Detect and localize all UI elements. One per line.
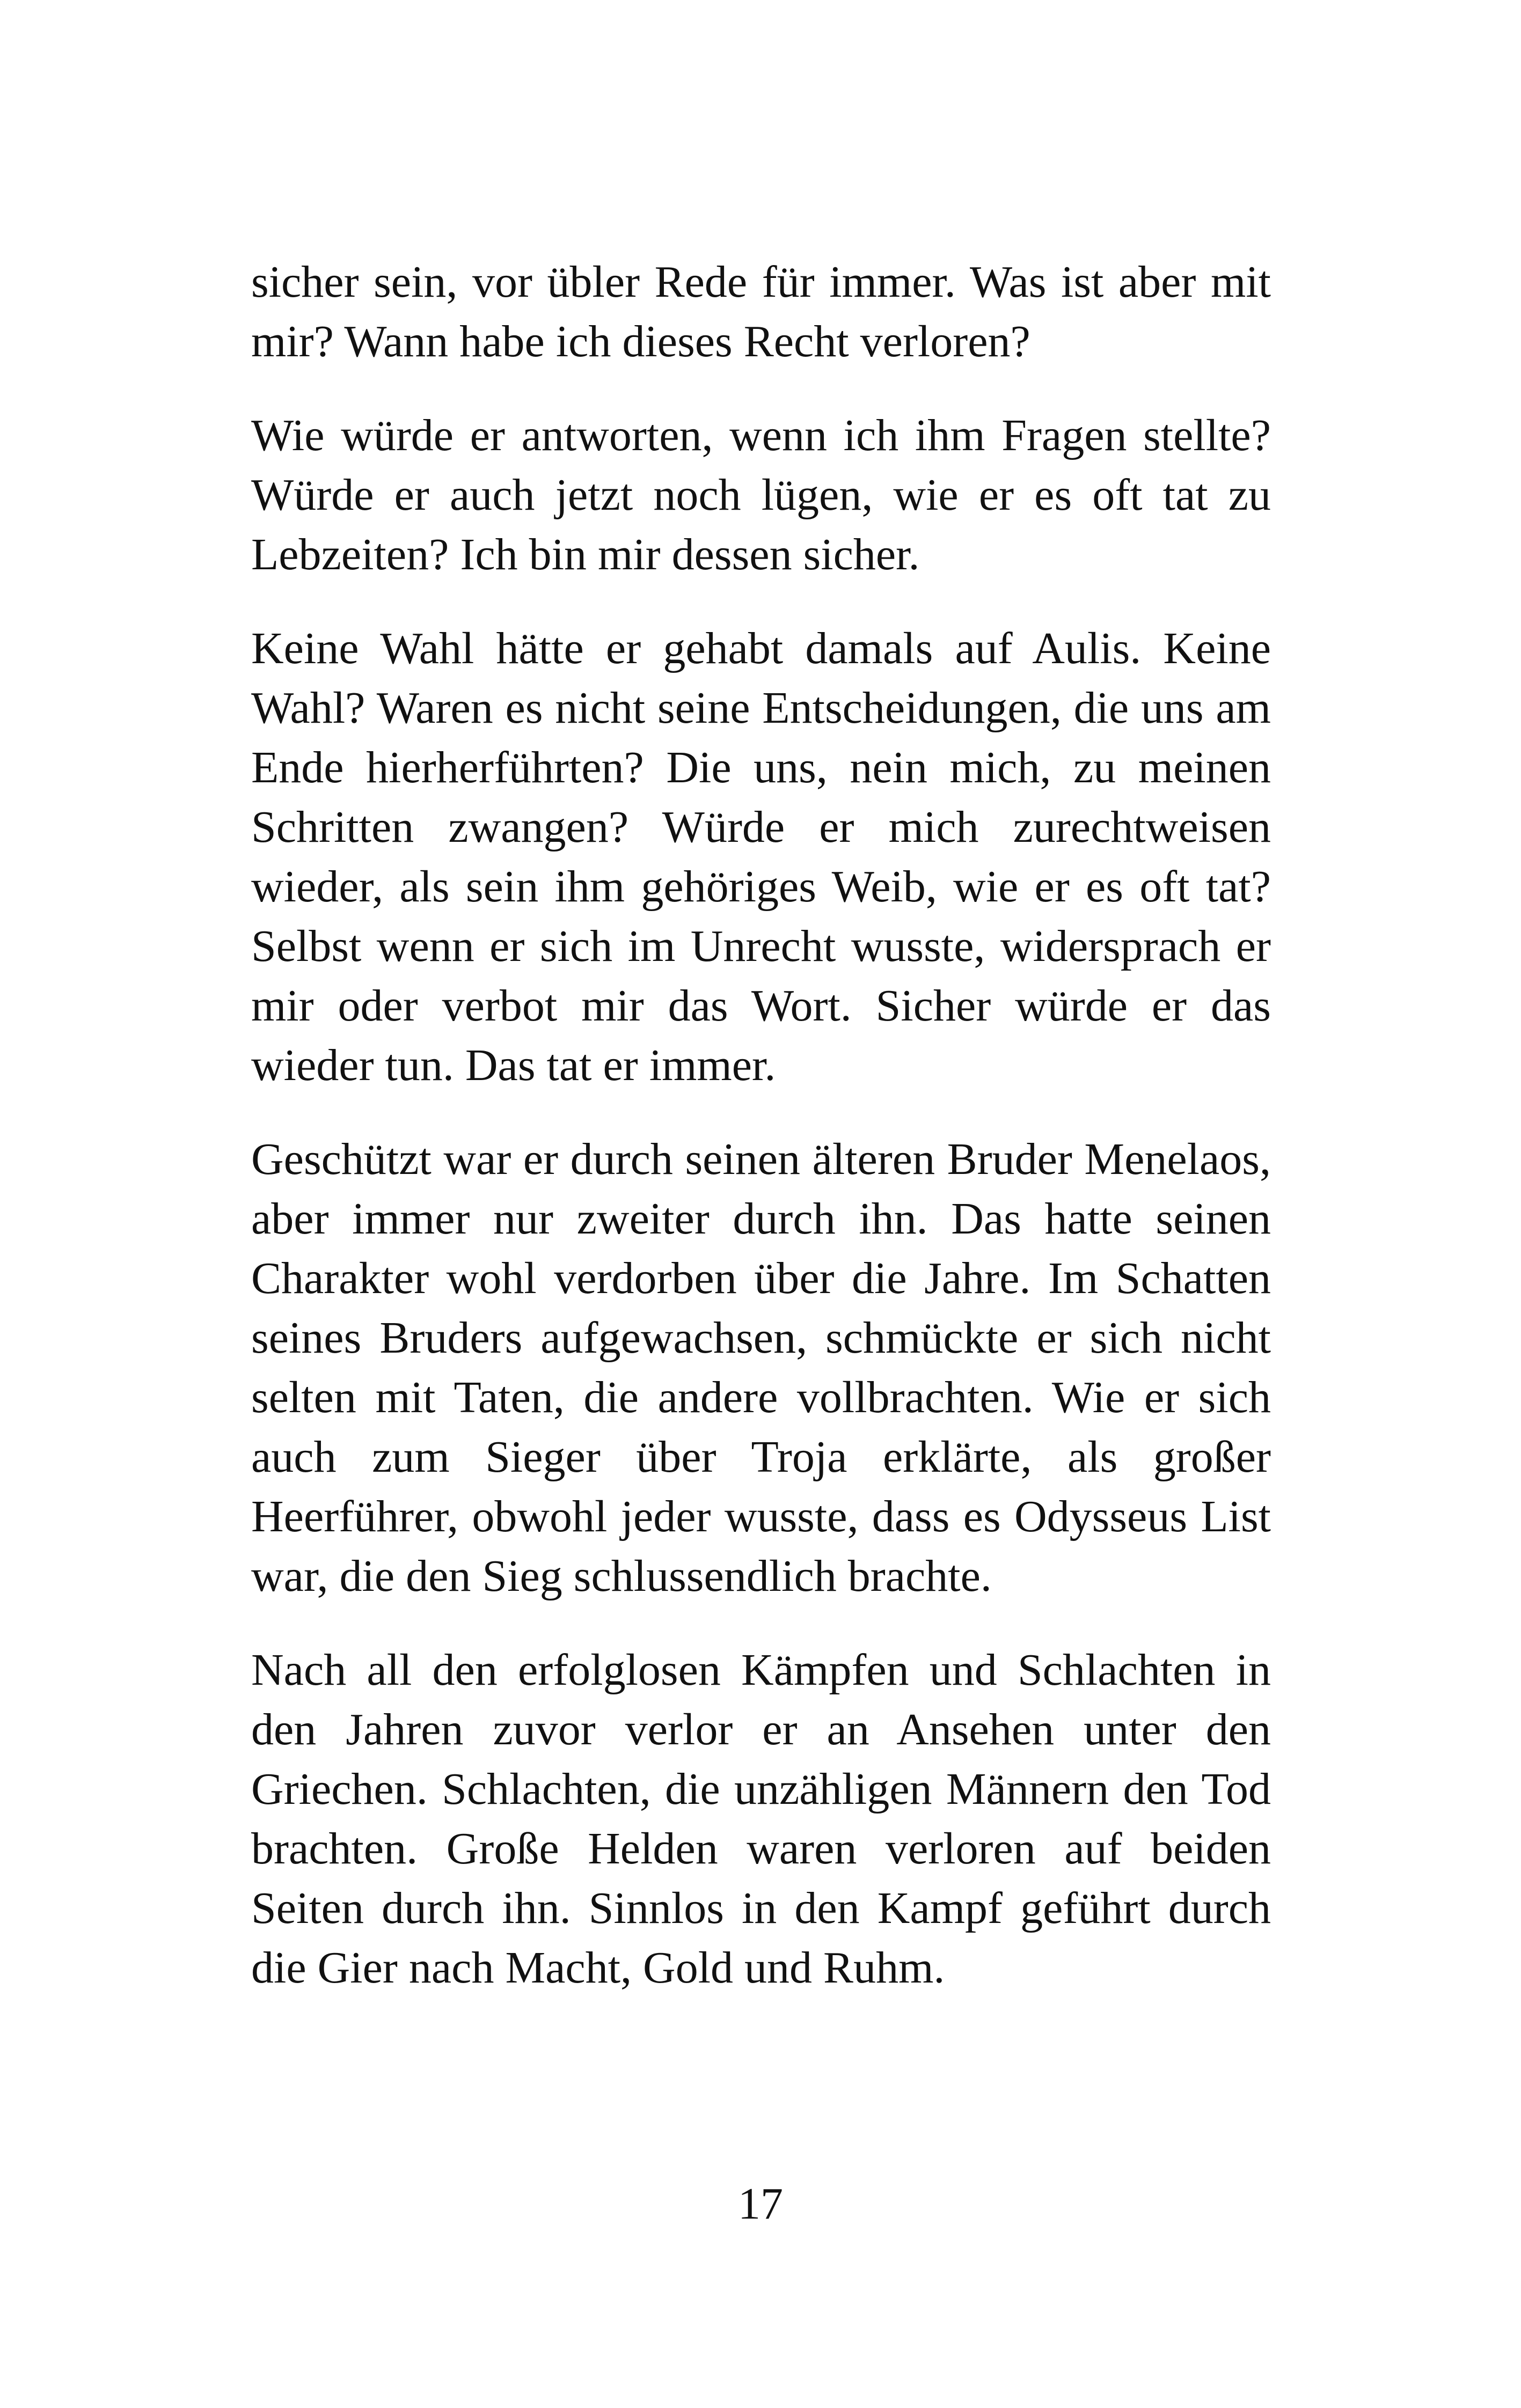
paragraph: Keine Wahl hätte er gehabt damals auf Aulis. Keine Wahl? Waren es nicht seine Entscheidungen, die uns am Ende hierherführten? Die uns, nein mich, zu meinen Schritten zwangen? Würde er mich zurechtweisen wieder, als sein ihm gehöriges Weib, wie er es oft tat? Selbst wenn er sich im Unrecht wusste, widersprach er mir oder verbot mir das Wort. Sicher würde er das wieder tun. Das tat er immer. [251,623,1271,1090]
paragraph: Geschützt war er durch seinen älteren Bruder Menelaos, aber immer nur zweiter durch ihn. Das hatte seinen Charakter wohl verdorben über die Jahre. Im Schatten seines Bruders aufgewachsen, schmückte er sich nicht selten mit Taten, die andere vollbrachten. Wie er sich auch zum Sieger über Troja erklärte, als großer Heerführer, obwohl jeder wusste, dass es Odysseus List war, die den Sieg schlussendlich brachte. [251,1134,1271,1601]
paragraph: sicher sein, vor übler Rede für immer. Was ist aber mit mir? Wann habe ich dieses Recht verloren? [251,257,1271,366]
page-number: 17 [738,2179,783,2229]
paragraph: Nach all den erfolglosen Kämpfen und Schlachten in den Jahren zuvor verlor er an Ansehen unter den Griechen. Schlachten, die unzähligen Männern den Tod brachten. Große Helden waren verloren auf beiden Seiten durch ihn. Sinnlos in den Kampf geführt durch die Gier nach Macht, Gold und Ruhm. [251,1645,1271,1993]
body-text [251,252,1271,1998]
paragraph: Wie würde er antworten, wenn ich ihm Fragen stellte? Würde er auch jetzt noch lügen, wie er es oft tat zu Lebzeiten? Ich bin mir dessen sicher. [251,410,1271,579]
